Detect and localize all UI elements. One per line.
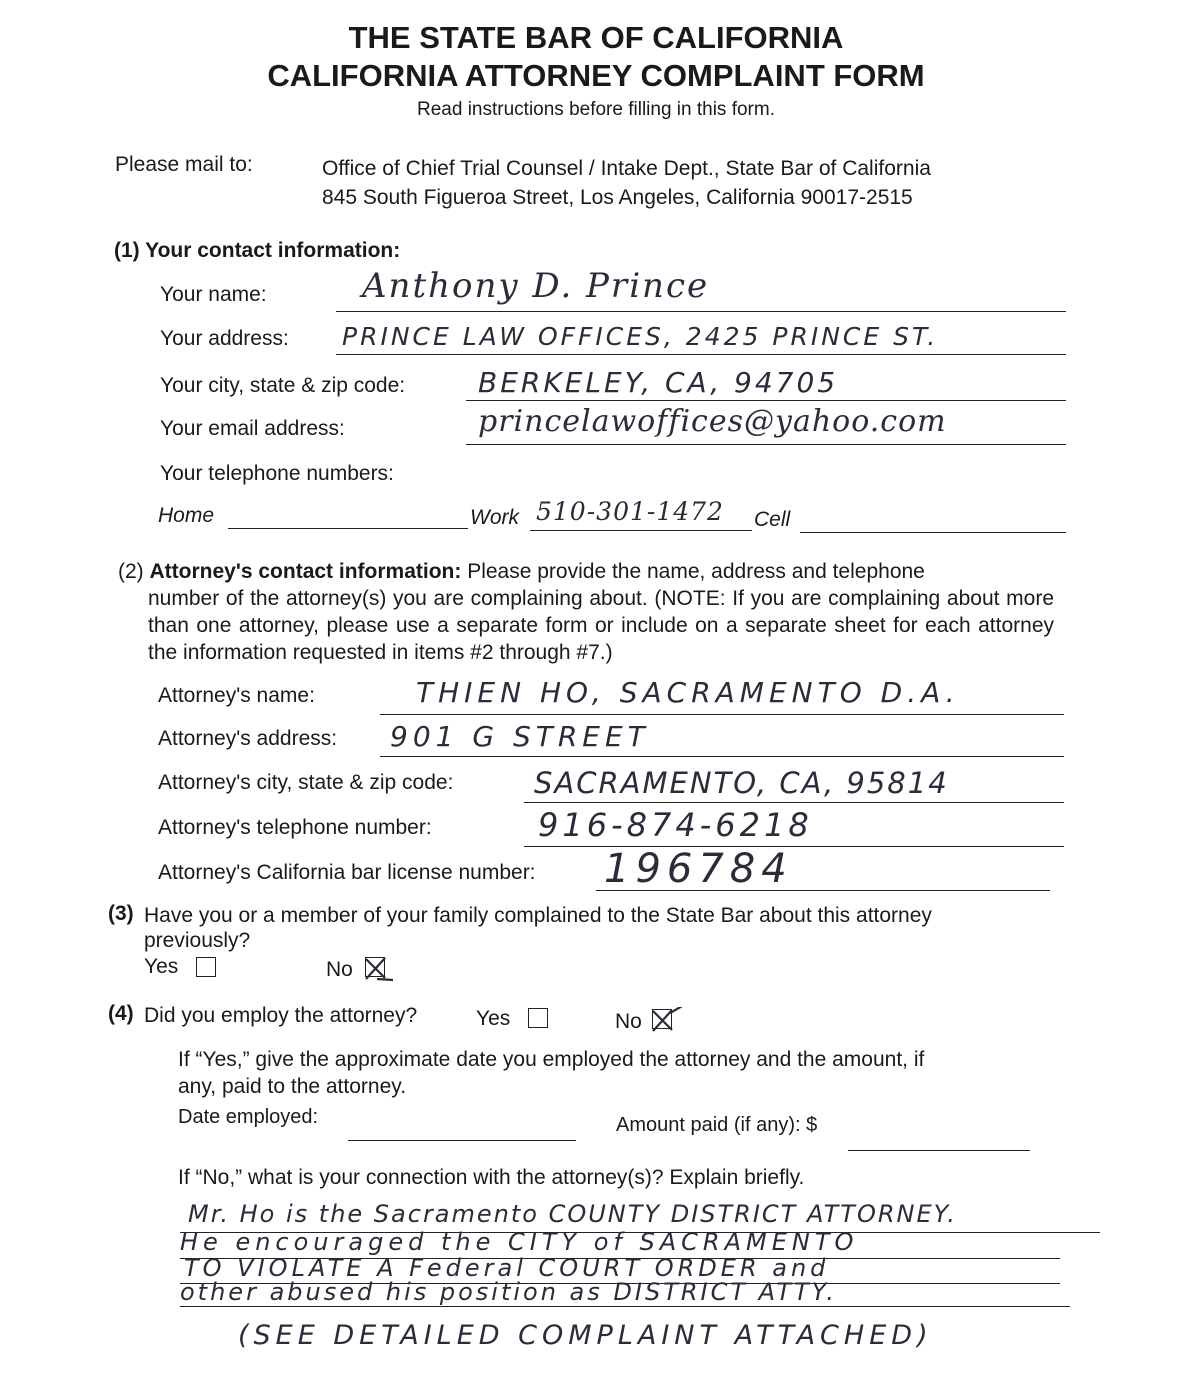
attorney-bar-label: Attorney's California bar license number: (158, 861, 536, 884)
home-phone-field[interactable] (228, 528, 468, 529)
your-city-line (466, 400, 1066, 401)
section-4-yes-checkbox[interactable] (528, 1008, 548, 1028)
your-email-label: Your email address: (160, 417, 345, 440)
your-name-line (336, 311, 1066, 312)
section-4-num: (4) (108, 1002, 134, 1025)
attorney-city-line (524, 802, 1064, 803)
attorney-bar-field[interactable]: 196784 (604, 846, 793, 892)
check-mark-icon (650, 1007, 686, 1035)
your-city-label: Your city, state & zip code: (160, 374, 406, 397)
attorney-address-label: Attorney's address: (158, 727, 338, 750)
attorney-address-field[interactable]: 901 G STREET (390, 720, 650, 753)
home-phone-label: Home (158, 504, 215, 527)
your-city-field[interactable]: BERKELEY, CA, 94705 (478, 366, 839, 399)
date-employed-field[interactable] (348, 1140, 576, 1141)
section-1-heading: (1) Your contact information: (114, 239, 401, 262)
section-2-num: (2) (118, 560, 144, 583)
section-3-yes-label: Yes (144, 955, 179, 978)
section-3-num: (3) (108, 902, 134, 925)
section-3-yes-checkbox[interactable] (196, 957, 216, 977)
work-phone-line (530, 530, 752, 531)
mail-to-line1: Office of Chief Trial Counsel / Intake Dept., State Bar of California (322, 157, 931, 180)
section-2-text: number of the attorney(s) you are complaining about. (NOTE: If you are complaining about more than one attorney, please use a separate form or include on a separate sheet for each attorney the information requested in items #2 through #7.) (148, 587, 1054, 664)
work-phone-label: Work (470, 506, 519, 529)
section-4-if-no-text: If “No,” what is your connection with the attorney(s)? Explain briefly. (178, 1166, 805, 1189)
work-phone-field[interactable]: 510-301-1472 (536, 497, 724, 526)
cell-phone-field[interactable] (800, 532, 1066, 533)
attorney-city-field[interactable]: SACRAMENTO, CA, 95814 (534, 766, 949, 800)
attorney-name-line (380, 714, 1064, 715)
your-address-line (336, 354, 1066, 355)
explanation-line-3[interactable]: TO VIOLATE A Federal COURT ORDER and (184, 1254, 830, 1282)
mail-to-label: Please mail to: (115, 153, 253, 176)
attorney-city-label: Attorney's city, state & zip code: (158, 771, 454, 794)
mail-to-line2: 845 South Figueroa Street, Los Angeles, California 90017-2515 (322, 186, 913, 209)
explanation-line-4[interactable]: other abused his position as DISTRICT ATTY. (180, 1278, 837, 1306)
section-4-question: Did you employ the attorney? (144, 1004, 418, 1027)
attorney-phone-label: Attorney's telephone number: (158, 816, 432, 839)
your-email-line (466, 444, 1066, 445)
date-employed-label: Date employed: (178, 1106, 319, 1128)
explanation-line-4-rule (180, 1306, 1070, 1307)
your-phones-label: Your telephone numbers: (160, 462, 394, 485)
section-3-question-1: Have you or a member of your family complained to the State Bar about this attorney (144, 904, 932, 927)
attorney-address-line (380, 756, 1064, 757)
your-address-field[interactable]: PRINCE LAW OFFICES, 2425 PRINCE ST. (342, 322, 939, 351)
attorney-name-field[interactable]: THIEN HO, SACRAMENTO D.A. (416, 676, 960, 709)
explanation-line-1[interactable]: Mr. Ho is the Sacramento COUNTY DISTRICT ATTORNEY. (188, 1200, 957, 1228)
section-4-yes-label: Yes (476, 1007, 511, 1030)
attorney-name-label: Attorney's name: (158, 684, 315, 707)
section-3-question-2: previously? (144, 929, 251, 952)
your-address-label: Your address: (160, 327, 289, 350)
amount-paid-label: Amount paid (if any): $ (616, 1114, 818, 1136)
section-3-no-checkbox[interactable] (365, 957, 385, 977)
explanation-line-2[interactable]: He encouraged the CITY of SACRAMENTO (180, 1228, 859, 1256)
your-name-field[interactable]: Anthony D. Prince (362, 266, 710, 306)
amount-paid-field[interactable] (848, 1150, 1030, 1151)
cell-phone-label: Cell (754, 508, 791, 531)
section-2-intro (118, 558, 1058, 585)
section-4-if-yes-text: If “Yes,” give the approximate date you employed the attorney and the amount, if any, paid to the attorney. (178, 1048, 925, 1098)
your-name-label: Your name: (160, 283, 267, 306)
section-2-heading: Attorney's contact information: (149, 560, 462, 583)
section-3-no-label: No (326, 958, 353, 981)
explanation-line-5[interactable]: (SEE DETAILED COMPLAINT ATTACHED) (238, 1320, 933, 1351)
section-4-no-label: No (615, 1010, 642, 1033)
your-email-field[interactable]: princelawoffices@yahoo.com (478, 404, 947, 439)
form-title-org: THE STATE BAR OF CALIFORNIA (348, 20, 844, 55)
section-2-text-first: Please provide the name, address and telephone (467, 560, 925, 583)
check-mark-icon (363, 955, 395, 983)
attorney-phone-field[interactable]: 916-874-6218 (538, 806, 813, 844)
section-4-no-checkbox[interactable] (652, 1009, 672, 1029)
form-instructions: Read instructions before filling in this form. (417, 99, 775, 120)
form-title: CALIFORNIA ATTORNEY COMPLAINT FORM (267, 58, 925, 93)
